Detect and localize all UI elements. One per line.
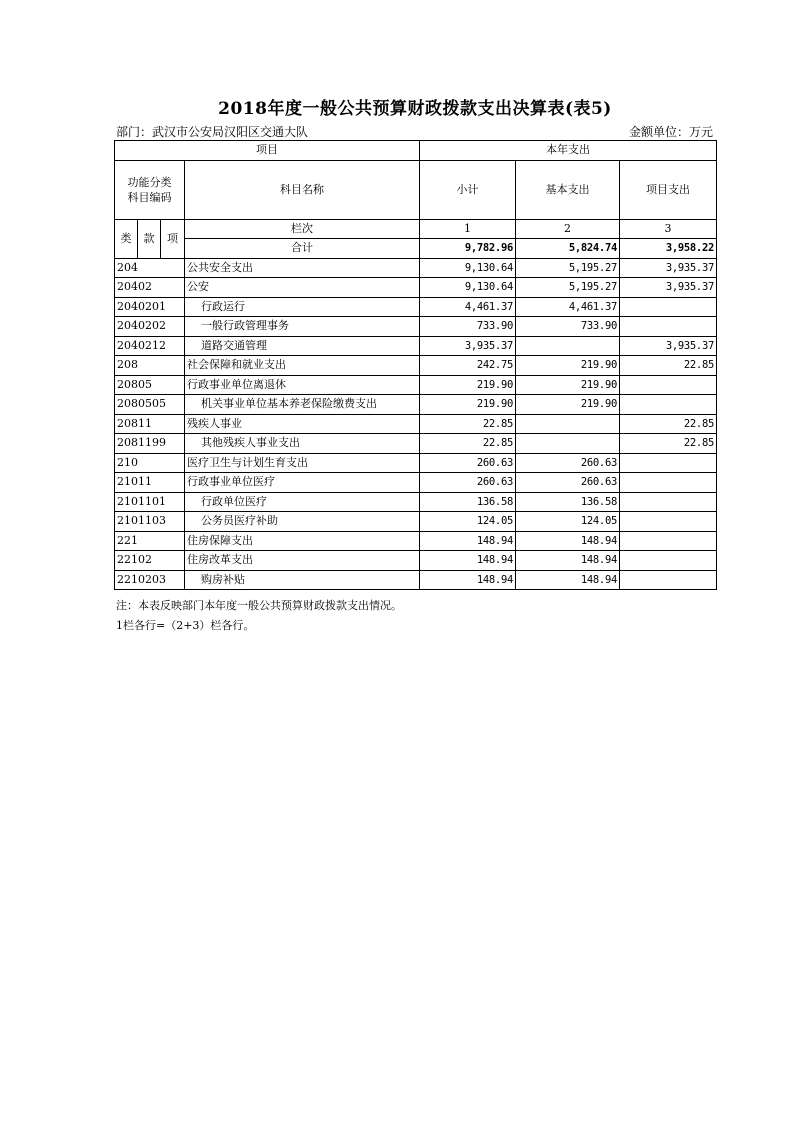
row-project-expense: 22.85 [620, 434, 717, 454]
budget-table [114, 140, 717, 590]
row-code: 2040201 [115, 297, 185, 317]
row-subject-name-text: 公安 [187, 280, 209, 294]
row-project-expense: 3,935.37 [620, 258, 717, 278]
row-subject-name [185, 297, 420, 317]
row-subject-name-text: 行政单位医疗 [201, 494, 267, 508]
row-code: 20805 [115, 375, 185, 395]
total-row [115, 239, 717, 259]
row-basic-expense: 219.90 [516, 375, 620, 395]
row-code: 208 [115, 356, 185, 376]
row-basic-expense [516, 336, 620, 356]
lei-header: 类 [115, 219, 138, 258]
row-basic-expense [516, 434, 620, 454]
row-subject-name [185, 492, 420, 512]
row-subject-name [185, 356, 420, 376]
row-subtotal: 242.75 [420, 356, 516, 376]
row-basic-expense: 4,461.37 [516, 297, 620, 317]
row-project-expense [620, 531, 717, 551]
function-code-header-line1: 功能分类 [127, 175, 172, 189]
row-subtotal: 9,130.64 [420, 258, 516, 278]
row-subject-name-text: 购房补贴 [201, 572, 245, 586]
row-code: 210 [115, 453, 185, 473]
row-project-expense: 22.85 [620, 414, 717, 434]
row-subject-name-text: 行政事业单位医疗 [187, 475, 275, 489]
table-row [115, 551, 717, 571]
row-subtotal: 219.90 [420, 395, 516, 415]
row-basic-expense: 260.63 [516, 473, 620, 493]
row-subject-name-text: 一般行政管理事务 [201, 319, 289, 333]
row-subject-name [185, 414, 420, 434]
row-subject-name [185, 434, 420, 454]
row-basic-expense: 148.94 [516, 551, 620, 571]
row-subject-name-text: 医疗卫生与计划生育支出 [187, 455, 308, 469]
row-project-expense [620, 570, 717, 590]
row-subject-name [185, 258, 420, 278]
row-subtotal: 148.94 [420, 531, 516, 551]
column-index-1: 1 [420, 219, 516, 239]
subtotal-header: 小计 [420, 160, 516, 219]
row-project-expense [620, 473, 717, 493]
row-project-expense: 22.85 [620, 356, 717, 376]
row-basic-expense: 733.90 [516, 317, 620, 337]
row-basic-expense: 219.90 [516, 395, 620, 415]
row-code: 2080505 [115, 395, 185, 415]
row-basic-expense: 5,195.27 [516, 258, 620, 278]
row-subject-name-text: 其他残疾人事业支出 [201, 436, 300, 450]
row-code: 22102 [115, 551, 185, 571]
total-project: 3,958.22 [620, 239, 717, 259]
notes [116, 596, 402, 636]
table-row [115, 531, 717, 551]
row-basic-expense [516, 414, 620, 434]
row-code: 2101103 [115, 512, 185, 532]
row-basic-expense: 148.94 [516, 570, 620, 590]
department-label: 部门：武汉市公安局汉阳区交通大队 [116, 125, 309, 139]
row-code: 204 [115, 258, 185, 278]
table-row [115, 297, 717, 317]
row-subtotal: 22.85 [420, 414, 516, 434]
row-subject-name [185, 278, 420, 298]
row-subtotal: 124.05 [420, 512, 516, 532]
row-subject-name-text: 住房保障支出 [187, 533, 253, 547]
row-subject-name [185, 531, 420, 551]
row-subject-name [185, 336, 420, 356]
row-project-expense [620, 492, 717, 512]
column-index-row [115, 219, 717, 239]
column-index-3: 3 [620, 219, 717, 239]
row-subtotal: 9,130.64 [420, 278, 516, 298]
note-line: 1栏各行=（2+3）栏各行。 [116, 619, 255, 632]
amount-unit-label: 金额单位：万元 [628, 125, 713, 139]
row-subject-name-text: 道路交通管理 [201, 338, 267, 352]
row-subtotal: 4,461.37 [420, 297, 516, 317]
header-row-1 [115, 141, 717, 161]
kuan-header: 款 [138, 219, 161, 258]
header-row-2 [115, 160, 717, 219]
table-row [115, 278, 717, 298]
row-subject-name [185, 375, 420, 395]
row-subject-name-text: 行政事业单位离退休 [187, 377, 286, 391]
function-code-header-line2: 科目编码 [127, 190, 172, 204]
current-year-expense-header: 本年支出 [420, 141, 717, 161]
row-subject-name [185, 395, 420, 415]
table-row [115, 336, 717, 356]
table-row [115, 492, 717, 512]
project-expense-header: 项目支出 [620, 160, 717, 219]
row-code: 2040212 [115, 336, 185, 356]
row-subject-name [185, 453, 420, 473]
table-row [115, 453, 717, 473]
column-index-2: 2 [516, 219, 620, 239]
row-subject-name [185, 317, 420, 337]
row-basic-expense: 124.05 [516, 512, 620, 532]
basic-expense-header: 基本支出 [516, 160, 620, 219]
row-subject-name-text: 行政运行 [201, 299, 245, 313]
row-subtotal: 733.90 [420, 317, 516, 337]
row-project-expense [620, 551, 717, 571]
row-project-expense: 3,935.37 [620, 278, 717, 298]
table-row [115, 395, 717, 415]
row-subtotal: 260.63 [420, 473, 516, 493]
row-project-expense [620, 395, 717, 415]
row-subtotal: 148.94 [420, 551, 516, 571]
total-label: 合计 [185, 239, 420, 259]
row-subject-name-text: 公务员医疗补助 [201, 514, 278, 528]
row-project-expense [620, 453, 717, 473]
row-subtotal: 260.63 [420, 453, 516, 473]
row-subject-name-text: 住房改革支出 [187, 553, 253, 567]
row-subject-name-text: 社会保障和就业支出 [187, 358, 286, 372]
total-basic: 5,824.74 [516, 239, 620, 259]
table-row [115, 317, 717, 337]
row-project-expense: 3,935.37 [620, 336, 717, 356]
column-index-label: 栏次 [185, 219, 420, 239]
row-subject-name-text: 残疾人事业 [187, 416, 242, 430]
table-row [115, 434, 717, 454]
row-code: 2210203 [115, 570, 185, 590]
row-subject-name [185, 551, 420, 571]
row-subtotal: 22.85 [420, 434, 516, 454]
row-code: 221 [115, 531, 185, 551]
row-code: 2081199 [115, 434, 185, 454]
table-row [115, 512, 717, 532]
project-header: 项目 [115, 141, 420, 161]
row-project-expense [620, 297, 717, 317]
row-subject-name-text: 公共安全支出 [187, 260, 253, 274]
row-subtotal: 148.94 [420, 570, 516, 590]
row-subtotal: 3,935.37 [420, 336, 516, 356]
row-subject-name [185, 512, 420, 532]
table-row [115, 414, 717, 434]
note-line: 注：本表反映部门本年度一般公共预算财政拨款支出情况。 [116, 599, 402, 612]
row-basic-expense: 219.90 [516, 356, 620, 376]
row-subtotal: 219.90 [420, 375, 516, 395]
row-basic-expense: 136.58 [516, 492, 620, 512]
subject-name-header: 科目名称 [185, 160, 420, 219]
row-subject-name-text: 机关事业单位基本养老保险缴费支出 [201, 397, 377, 411]
row-basic-expense: 260.63 [516, 453, 620, 473]
table-row [115, 473, 717, 493]
row-code: 21011 [115, 473, 185, 493]
row-subject-name [185, 473, 420, 493]
row-project-expense [620, 317, 717, 337]
table-row [115, 356, 717, 376]
total-subtotal: 9,782.96 [420, 239, 516, 259]
row-code: 2040202 [115, 317, 185, 337]
row-basic-expense: 148.94 [516, 531, 620, 551]
row-subtotal: 136.58 [420, 492, 516, 512]
row-project-expense [620, 375, 717, 395]
row-project-expense [620, 512, 717, 532]
row-subject-name [185, 570, 420, 590]
table-row [115, 258, 717, 278]
table-row [115, 375, 717, 395]
row-code: 20402 [115, 278, 185, 298]
row-code: 2101101 [115, 492, 185, 512]
row-basic-expense: 5,195.27 [516, 278, 620, 298]
function-code-header [115, 160, 185, 219]
table-row [115, 570, 717, 590]
row-code: 20811 [115, 414, 185, 434]
xiang-header: 项 [161, 219, 185, 258]
page-title: 2018年度一般公共预算财政拨款支出决算表(表5) [218, 99, 612, 119]
